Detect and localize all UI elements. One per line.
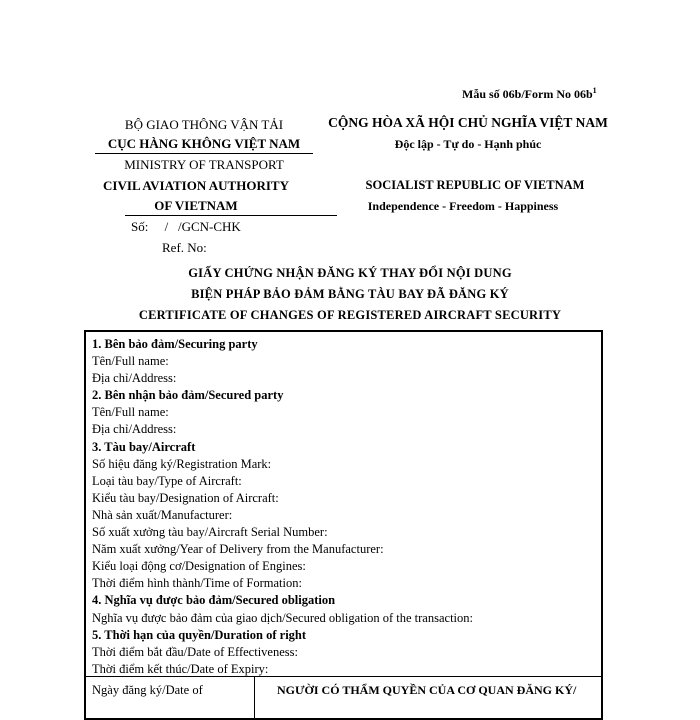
ministry-name-vn: BỘ GIAO THÔNG VẬN TẢI [124,117,284,132]
authority-name-vn: CỤC HÀNG KHÔNG VIỆT NAM [107,136,301,151]
field-label: Kiểu loại động cơ/Designation of Engines: [92,559,306,574]
field-label: Thời điểm hình thành/Time of Formation: [92,576,302,591]
section-heading: 1. Bên bảo đảm/Securing party [92,337,258,351]
field-label: Tên/Full name: [92,405,169,420]
registration-date-label: Ngày đăng ký/Date of [92,683,203,697]
section-heading: 5. Thời hạn của quyền/Duration of right [92,627,307,642]
field-label: Loại tàu bay/Type of Aircraft: [92,473,242,488]
authority-name-en: CIVIL AVIATION AUTHORITY [103,178,289,193]
field-label: Năm xuất xưởng/Year of Delivery from the Manufacturer: [92,542,384,557]
field-label: Thời điểm kết thúc/Date of Expiry: [92,661,269,676]
field-label: Tên/Full name: [92,354,169,369]
title-line-3: CERTIFICATE OF CHANGES OF REGISTERED AIRCRAFT SECURITY [138,308,562,322]
certificate-content-box [84,330,603,720]
country-name-en: SOCIALIST REPUBLIC OF VIETNAM [365,178,585,192]
certificate-number: Số: / /GCN-CHK [131,219,241,234]
header-underline-left-2 [125,215,337,216]
field-label: Địa chỉ/Address: [92,422,177,437]
ref-number: Ref. No: [162,240,207,255]
section-heading: 3. Tàu bay/Aircraft [92,439,196,454]
section-heading: 4. Nghĩa vụ được bảo đảm/Secured obligation [92,593,336,608]
field-label: Số xuất xưởng tàu bay/Aircraft Serial Number: [92,525,328,540]
motto-en: Independence - Freedom - Happiness [367,199,559,213]
certificate-fields [92,336,473,678]
field-label: Số hiệu đăng ký/Registration Mark: [92,456,272,471]
field-label: Thời điểm bắt đầu/Date of Effectiveness: [92,644,298,659]
field-label: Địa chỉ/Address: [92,371,177,386]
ministry-name-en: MINISTRY OF TRANSPORT [124,157,284,172]
section-heading: 2. Bên nhận bảo đảm/Secured party [92,388,284,403]
header-underline-left [95,153,313,154]
motto-vn: Độc lập - Tự do - Hạnh phúc [394,137,542,151]
authority-signatory-label: NGƯỜI CÓ THẨM QUYỀN CỦA CƠ QUAN ĐĂNG KÝ/ [277,683,577,697]
form-number: Mẫu số 06b/Form No $06b^1$ [462,86,597,101]
field-label: Nghĩa vụ được bảo đảm của giao dịch/Secured obligation of the transaction: [92,610,473,625]
field-label: Nhà sản xuất/Manufacturer: [92,507,233,522]
country-name-vn: CỘNG HÒA XÃ HỘI CHỦ NGHĨA VIỆT NAM [328,115,608,130]
authority-name-en-2: OF VIETNAM [154,198,238,213]
field-label: Kiểu tàu bay/Designation of Aircraft: [92,490,279,505]
title-line-2: BIỆN PHÁP BẢO ĐẢM BẰNG TÀU BAY ĐÃ ĐĂNG KÝ [191,287,509,301]
footer-divider [86,676,601,677]
title-line-1: GIẤY CHỨNG NHẬN ĐĂNG KÝ THAY ĐỔI NỘI DUNG [188,266,512,280]
footer-column-divider [254,676,255,718]
